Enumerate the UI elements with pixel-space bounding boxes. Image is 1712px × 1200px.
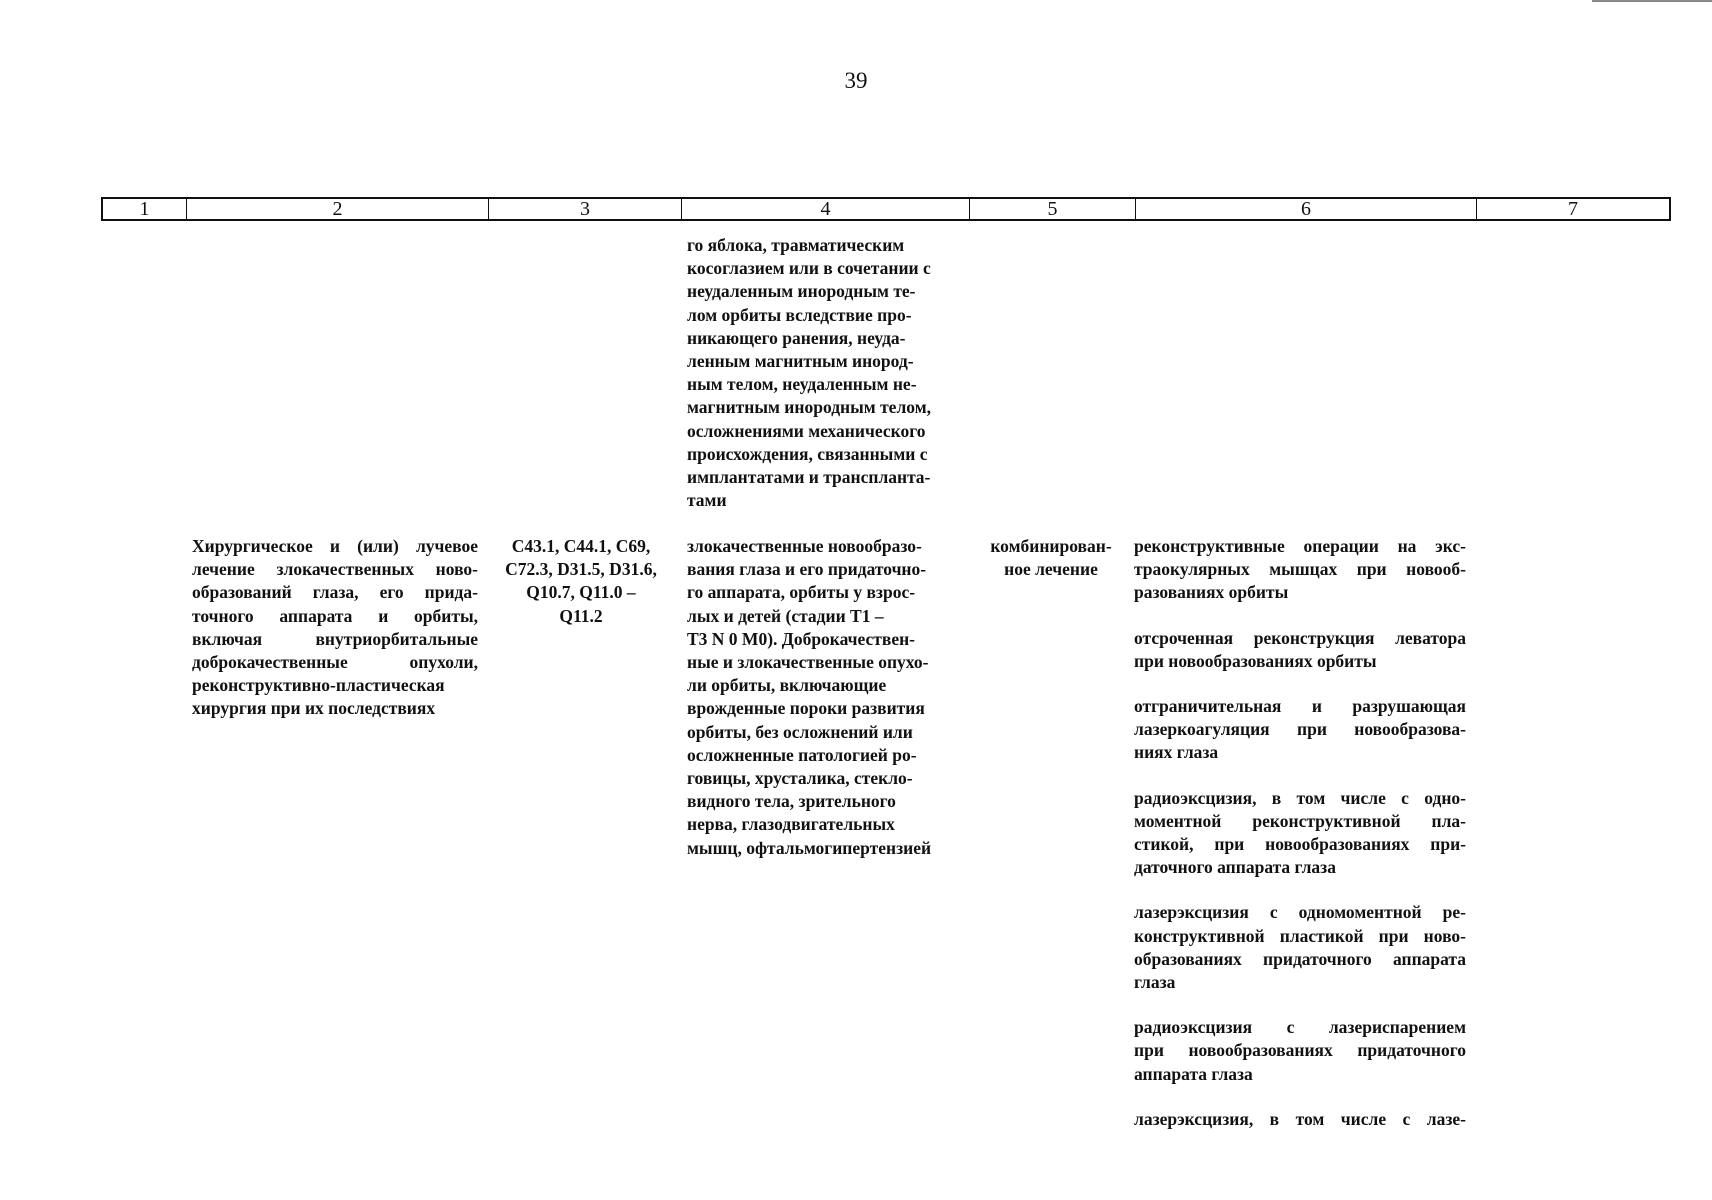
- col4-continuation: [687, 234, 957, 512]
- text-line: го аппарата, орбиты у взрос-: [687, 582, 916, 603]
- text-line: осложнениями механического: [687, 420, 926, 441]
- text-line: отграничительная и разрушающая: [1134, 696, 1466, 717]
- header-col-2: 2: [187, 199, 489, 219]
- text-line: моментной реконструктивной пла-: [1134, 810, 1466, 831]
- text-line: включая внутриорбитальные: [192, 628, 478, 649]
- text-line: аппарата глаза: [1134, 1063, 1253, 1084]
- text-line: осложненные патологией ро-: [687, 744, 917, 765]
- text-line: Q11.2: [559, 605, 603, 626]
- col2-treatment-name: [192, 535, 478, 721]
- text-line: имплантатами и трансплантa-: [687, 467, 931, 488]
- text-line: даточного аппарата глаза: [1134, 857, 1336, 878]
- text-line: орбиты, без осложнений или: [687, 721, 913, 742]
- col4-patient-model: [687, 535, 957, 860]
- text-line: видного тела, зрительного: [687, 791, 896, 812]
- text-line: радиоэксцизия, в том числе с одно-: [1134, 787, 1466, 808]
- method-paragraph: [1134, 1016, 1466, 1086]
- text-line: лом орбиты вследствие про-: [687, 304, 912, 325]
- table-header-row: [101, 197, 1671, 221]
- header-col-5: 5: [970, 199, 1136, 219]
- text-line: отсроченная реконструкция леватора: [1134, 627, 1466, 648]
- text-line: говицы, хрусталика, стекло-: [687, 768, 913, 789]
- header-col-6: 6: [1136, 199, 1477, 219]
- text-line: точного аппарата и орбиты,: [192, 605, 478, 626]
- method-paragraph: [1134, 627, 1466, 673]
- text-line: лечение злокачественных ново-: [192, 559, 478, 580]
- text-line: при новообразованиях орбиты: [1134, 650, 1377, 671]
- text-line: C72.3, D31.5, D31.6,: [505, 559, 657, 580]
- text-line: ные и злокачественные опухо-: [687, 652, 929, 673]
- text-line: тами: [687, 490, 727, 511]
- text-line: врожденные пороки развития: [687, 698, 925, 719]
- col6-treatment-methods: [1134, 535, 1466, 1153]
- text-line: лых и детей (стадии T1 –: [687, 605, 884, 626]
- text-line: ленным магнитным инород-: [687, 351, 914, 372]
- header-col-1: 1: [103, 199, 187, 219]
- text-line: комбинирован-: [990, 536, 1112, 556]
- text-line: Хирургическое и (или) лучевое: [192, 536, 478, 556]
- page-number: 39: [844, 68, 868, 93]
- method-paragraph: [1134, 787, 1466, 880]
- scan-edge-mark: [1592, 0, 1712, 2]
- text-line: конструктивной пластикой при ново-: [1134, 925, 1466, 946]
- text-line: ниях глаза: [1134, 742, 1219, 763]
- text-line: лазеркоагуляция при новообразова-: [1134, 719, 1466, 740]
- text-line: образований глаза, его прида-: [192, 582, 478, 603]
- text-line: никающего ранения, неуда-: [687, 327, 906, 348]
- text-line: магнитным инородным телом,: [687, 397, 931, 418]
- header-col-7: 7: [1568, 198, 1578, 220]
- text-line: лазерэксцизия с одномоментной ре-: [1134, 902, 1466, 923]
- text-line: го яблока, травматическим: [687, 235, 905, 255]
- text-line: C43.1, C44.1, C69,: [511, 536, 651, 556]
- text-line: Q10.7, Q11.0 –: [526, 582, 636, 603]
- text-line: глаза: [1134, 972, 1176, 993]
- header-col-3: 3: [489, 199, 682, 219]
- text-line: стикой, при новообразованиях при-: [1134, 834, 1466, 855]
- text-line: хирургия при их последствиях: [192, 698, 436, 719]
- text-line: ное лечение: [1004, 559, 1098, 580]
- text-line: вания глаза и его придаточно-: [687, 559, 927, 580]
- header-col-4: 4: [682, 199, 970, 219]
- method-paragraph: [1134, 1108, 1466, 1131]
- text-line: нерва, глазодвигательных: [687, 814, 895, 835]
- col5-treatment-type: [970, 535, 1132, 581]
- text-line: образованиях придаточного аппарата: [1134, 948, 1466, 969]
- text-line: при новообразованиях придаточного: [1134, 1040, 1466, 1061]
- text-line: реконструктивно-пластическая: [192, 675, 445, 696]
- text-line: неудаленным инородным те-: [687, 281, 916, 302]
- text-line: происхождения, связанными с: [687, 443, 928, 464]
- col3-icd-codes: [490, 535, 672, 628]
- text-line: ным телом, неудаленным не-: [687, 374, 917, 395]
- text-line: лазерэксцизия, в том числе с лазе-: [1134, 1108, 1466, 1129]
- text-line: доброкачественные опухоли,: [192, 652, 478, 673]
- text-line: косоглазием или в сочетании с: [687, 258, 931, 279]
- text-line: T3 N 0 M0). Доброкачествен-: [687, 628, 916, 649]
- method-paragraph: [1134, 695, 1466, 765]
- text-line: мышц, офтальмогипертензией: [687, 837, 932, 858]
- text-line: разованиях орбиты: [1134, 582, 1289, 603]
- text-line: радиоэксцизия с лазериспарением: [1134, 1017, 1466, 1038]
- text-line: траокулярных мышцах при новооб-: [1134, 559, 1466, 580]
- method-paragraph: [1134, 535, 1466, 605]
- text-line: злокачественные новообразо-: [687, 536, 922, 556]
- method-paragraph: [1134, 901, 1466, 994]
- text-line: реконструктивные операции на экс-: [1134, 536, 1466, 556]
- text-line: ли орбиты, включающие: [687, 675, 887, 696]
